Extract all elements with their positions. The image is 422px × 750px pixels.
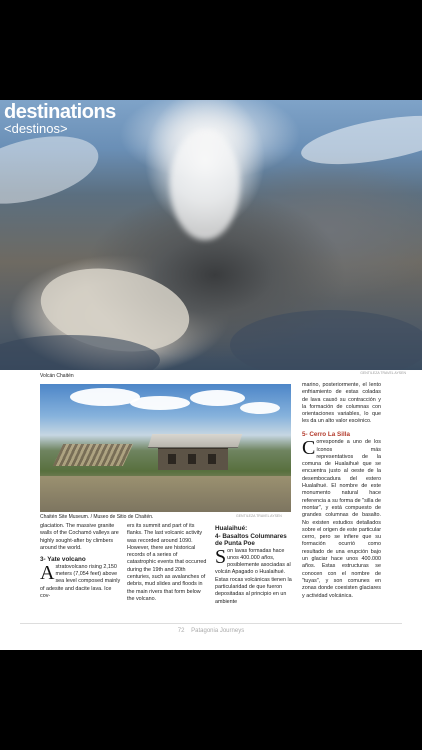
hero-credit: GENTILEZA TRAVEL AYSEN — [360, 371, 406, 375]
page-number: 72 — [177, 628, 185, 634]
museum-photo — [40, 384, 291, 512]
drop-cap: C — [302, 437, 316, 460]
section-title-es: <destinos> — [4, 121, 68, 136]
col1-heading: 3- Yate volcano — [40, 556, 86, 564]
col4-paragraph: marino, posteriormente, el lento enfriamiento de estas coladas de lava causó su contracción y la formación de columnas con orientaciones variables, lo que les da un alto valor escénico. — [302, 382, 381, 425]
photo2-credit: GENTILEZA TRAVEL AYSEN — [236, 514, 282, 518]
photo2-caption: Chaitén Site Museum. / Museo de Sitio de Chaitén. — [40, 514, 154, 520]
drop-cap: A — [40, 561, 55, 584]
column-3 — [215, 525, 293, 606]
col3-label: Hualaihué: — [215, 525, 248, 532]
col3-heading: 4- Basaltos Columnares de Punta Poe — [215, 532, 287, 547]
col3-paragraph: Son lavas formadas hace unos 400.000 años, posiblemente asociadas al volcán Apagado o Hualaihué. Estas rocas volcánicas tienen la particularidad de que fueron depositadas al principio en un ambiente — [215, 545, 292, 605]
column-4 — [302, 382, 381, 600]
drop-cap: S — [215, 545, 227, 568]
column-1 — [40, 523, 122, 600]
magazine-name: Patagonia Journeys — [191, 628, 245, 634]
volcano-photo — [0, 100, 422, 370]
col4-heading: 5- Cerro La Silla — [302, 430, 350, 438]
magazine-page — [0, 100, 422, 650]
col1-paragraph-2: A stratovolcano rising 2,150 meters (7,054 feet) above sea level composed mainly of adesite and dacite lava. Ice cov- — [40, 561, 121, 599]
section-title-en: destinations — [4, 101, 116, 123]
col1-paragraph: glaciation. The massive granite walls of the Cochamó valleys are highly sought-after by climbers around the world. — [40, 523, 119, 551]
column-2 — [127, 523, 207, 603]
section-brand — [4, 102, 116, 136]
col2-paragraph: ers its summit and part of its flanks. The last volcanic activity was recorded around 1090. However, there are historical records of a series of catastrophic events that occurred during the 19th and 20th centuries, such as avalanches of debris, mud slides and floods in the main rivers that form below the volcano. — [127, 523, 207, 602]
hero-caption: Volcán Chaitén — [40, 373, 74, 379]
page-footer — [0, 628, 422, 634]
col4-paragraph-2: Corresponde a uno de los íconos más representativos de la comuna de Hualaihué que se encuentra justo al oeste de la desembocadura del estero Hualaihué. El nombre de este monumento natural hace referencia a su forma de "silla de montar", y está compuesto de grandes columnas de basalto. No existen estudios detallados sobre el origen de este particular cerro, pero se infiere que su formación ocurrió como resultado de una erupción bajo un glaciar hace unos 400.000 años. Estas estructuras se conocen con el nombre de "tuyas", y son comunes en zonas donde coexisten glaciares y actividad volcánica. — [302, 437, 381, 599]
